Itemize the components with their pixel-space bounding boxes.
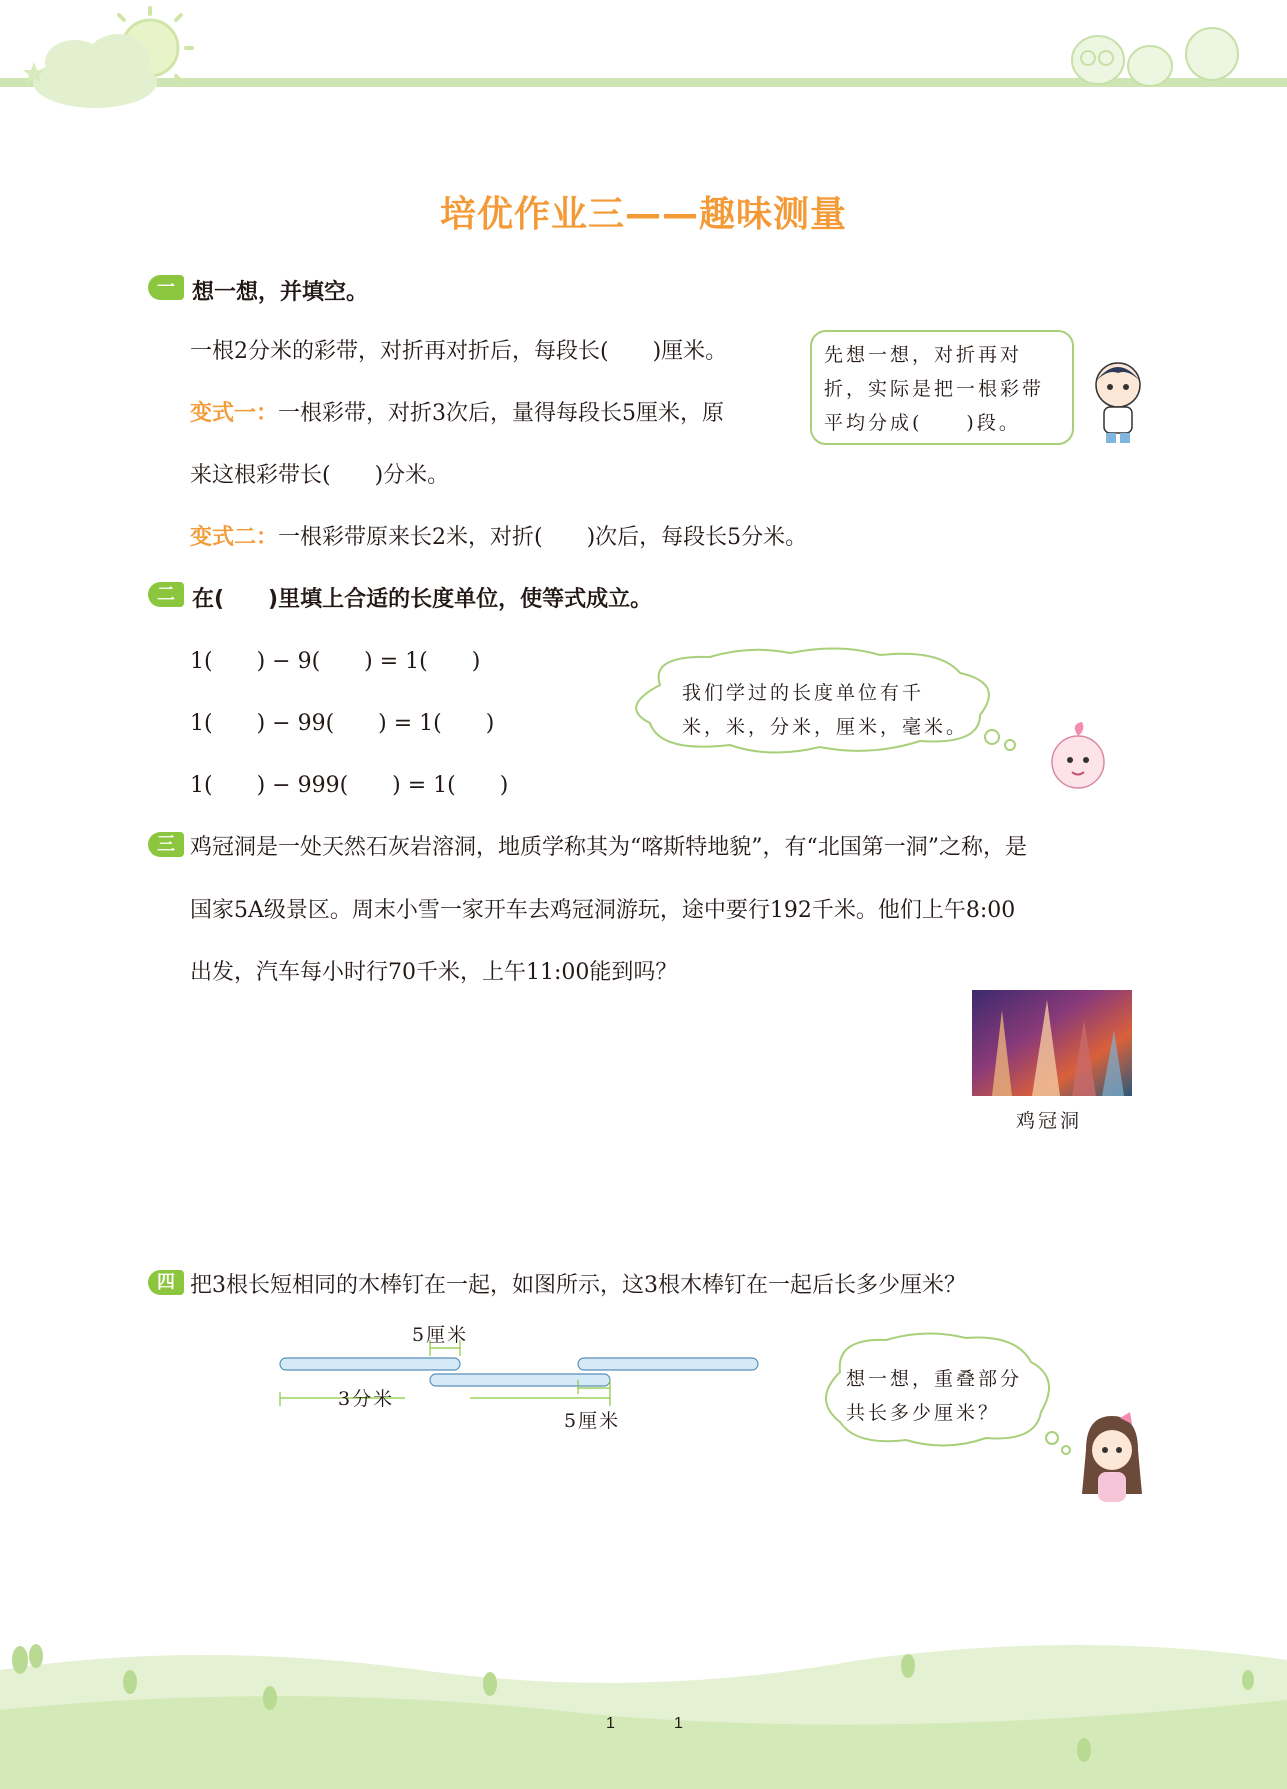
- tip-2-line-2: 米，米，分米，厘米，毫米。: [682, 716, 969, 738]
- problem-3-line-1: 鸡冠洞是一处天然石灰岩溶洞，地质学称其为“喀斯特地貌”，有“北国第一洞”之称，是: [190, 835, 1027, 860]
- tip-1-line-2: 折，实际是把一根彩带: [824, 378, 1045, 400]
- equation-1: 1( ) − 9( ) = 1( ): [190, 649, 481, 674]
- label-stick-length: 3分米: [338, 1388, 395, 1410]
- label-overlap-bottom: 5厘米: [564, 1410, 621, 1432]
- section-badge-3: 三: [148, 832, 184, 857]
- equation-2: 1( ) − 99( ) = 1( ): [190, 711, 495, 736]
- variant-1-text: 一根彩带，对折3次后，量得每段长5厘米，原: [278, 401, 725, 426]
- variant-2-text: 一根彩带原来长2米，对折( )次后，每段长5分米。: [278, 525, 808, 550]
- section-badge-4: 四: [148, 1270, 184, 1295]
- page-number-right: 1: [674, 1715, 683, 1732]
- section-heading-2: 在( )里填上合适的长度单位，使等式成立。: [192, 587, 653, 612]
- cloud-icon: [33, 34, 157, 108]
- equation-3: 1( ) − 999( ) = 1( ): [190, 773, 509, 798]
- wooden-stick-2: [430, 1374, 610, 1386]
- girl-cartoon-icon: [1076, 1410, 1148, 1510]
- wooden-stick-1: [280, 1358, 460, 1370]
- tip-4-line-2: 共长多少厘米？: [846, 1402, 1001, 1424]
- label-overlap-top: 5厘米: [412, 1324, 469, 1346]
- problem-3-line-3: 出发，汽车每小时行70千米，上午11:00能到吗？: [190, 960, 678, 985]
- section-badge-1: 一: [148, 275, 184, 300]
- header-decoration: [0, 0, 1287, 110]
- tip-1-line-3: 平均分成( )段。: [824, 412, 1021, 434]
- section-badge-2: 二: [148, 582, 184, 607]
- page-number-left: 1: [606, 1715, 615, 1732]
- tip-bubble-1: [810, 330, 1074, 445]
- question-1-line: 一根2分米的彩带，对折再对折后，每段长( )厘米。: [190, 339, 728, 364]
- sticks-diagram: [270, 1320, 770, 1430]
- tip-1-line-1: 先想一想，对折再对: [824, 344, 1023, 366]
- cave-photo: [972, 990, 1132, 1096]
- section-heading-1: 想一想，并填空。: [192, 280, 369, 305]
- boy-cartoon-icon: [1088, 355, 1148, 445]
- tip-bubble-2: [682, 676, 968, 744]
- tip-2-line-1: 我们学过的长度单位有千: [682, 682, 925, 704]
- variant-1-continuation: 来这根彩带长( )分米。: [190, 463, 450, 488]
- variant-2-label: 变式二：: [190, 525, 279, 550]
- tip-4-line-1: 想一想，重叠部分: [846, 1368, 1023, 1390]
- variant-2-line: [190, 520, 807, 551]
- wooden-stick-3: [578, 1358, 758, 1370]
- problem-3-line-2: 国家5A级景区。周末小雪一家开车去鸡冠洞游玩，途中要行192千米。他们上午8:00: [190, 898, 1016, 923]
- page-title: 培优作业三——趣味测量: [439, 194, 847, 235]
- variant-1-label: 变式一：: [190, 401, 279, 426]
- variant-1-line: [190, 396, 724, 427]
- peach-cartoon-icon: [1040, 720, 1115, 795]
- tip-bubble-4: [846, 1362, 1022, 1430]
- problem-4-text: 把3根长短相同的木棒钉在一起，如图所示，这3根木棒钉在一起后长多少厘米？: [190, 1273, 966, 1298]
- footer-hills: [0, 1630, 1287, 1789]
- cave-photo-caption: 鸡冠洞: [1016, 1110, 1083, 1132]
- animal-faces-icon: [1072, 28, 1238, 86]
- dimension-marks: [280, 1340, 610, 1406]
